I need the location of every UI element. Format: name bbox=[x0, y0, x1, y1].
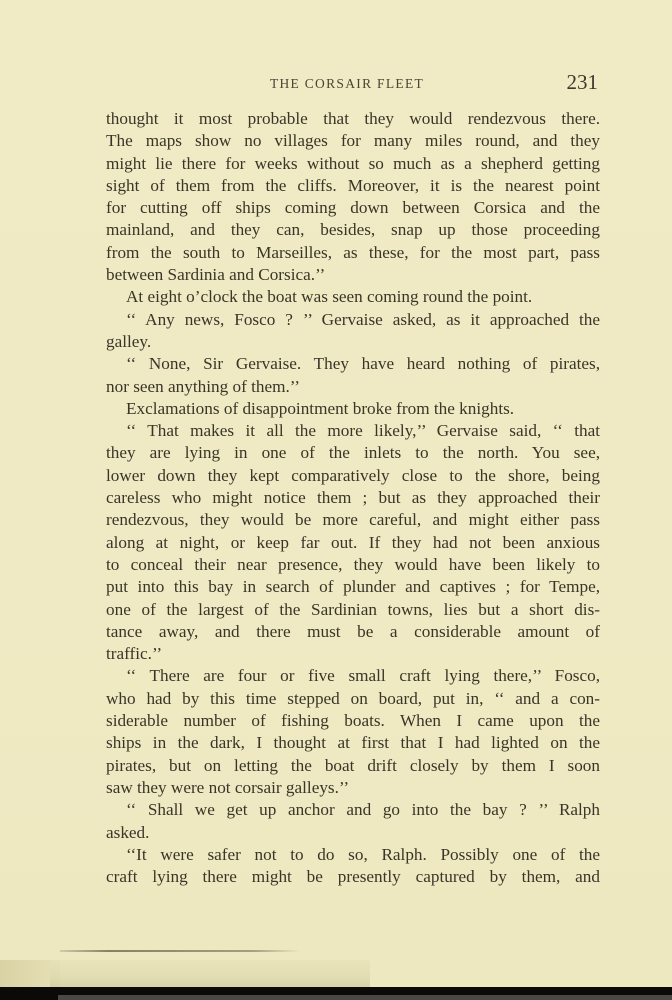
text-line: sight of them from the cliffs. Moreover, it is the nearest point bbox=[106, 175, 600, 195]
text-line: nor seen anything of them.’’ bbox=[106, 376, 300, 396]
text-line: for cutting off ships coming down between Corsica and the bbox=[106, 198, 600, 218]
text-line: ‘‘ None, Sir Gervaise. They have heard nothing of pirates, bbox=[126, 354, 600, 374]
text-line: ‘‘ Shall we get up anchor and go into the bay ? ’’ Ralph bbox=[126, 800, 600, 820]
text-line: asked. bbox=[106, 822, 150, 842]
page-header bbox=[106, 70, 598, 94]
text-line: might lie there for weeks without so much as a shepherd getting bbox=[106, 153, 600, 173]
text-line: thought it most probable that they would rendezvous there. bbox=[106, 109, 600, 128]
text-line: between Sardinia and Corsica.’’ bbox=[106, 265, 326, 285]
text-line: along at night, or keep far out. If they had not been anxious bbox=[106, 532, 600, 552]
text-line: ‘‘It were safer not to do so, Ralph. Possibly one of the bbox=[126, 844, 600, 864]
text-line: Exclamations of disappointment broke from the knights. bbox=[126, 398, 515, 418]
text-line: lower down they kept comparatively close to the shore, being bbox=[106, 465, 600, 485]
text-line: ‘‘ There are four or five small craft lying there,’’ Fosco, bbox=[126, 666, 600, 686]
text-line: saw they were not corsair galleys.’’ bbox=[106, 777, 350, 797]
text-line: siderable number of fishing boats. When I came upon the bbox=[106, 711, 600, 731]
text-line: craft lying there might be presently captured by them, and bbox=[106, 867, 600, 887]
text-line: put into this bay in search of plunder and captives ; for Tempe, bbox=[106, 577, 600, 597]
text-line: galley. bbox=[106, 331, 152, 351]
text-line: ‘‘ Any news, Fosco ? ’’ Gervaise asked, as it approached the bbox=[126, 309, 600, 329]
text-line: pirates, but on letting the boat drift closely by them I soon bbox=[106, 755, 600, 775]
text-line: they are lying in one of the inlets to the north. You see, bbox=[106, 443, 600, 463]
text-line: ‘‘ That makes it all the more likely,’’ Gervaise said, ‘‘ that bbox=[126, 421, 600, 441]
text-line: careless who might notice them ; but as they approached their bbox=[106, 488, 600, 508]
text-line: who had by this time stepped on board, put in, ‘‘ and a con- bbox=[106, 688, 600, 708]
body-text bbox=[106, 108, 600, 888]
page-bottom-edge bbox=[50, 960, 370, 988]
page-fold-line bbox=[60, 950, 300, 952]
text-line: At eight o’clock the boat was seen coming round the point. bbox=[126, 287, 533, 307]
text-line: traffic.’’ bbox=[106, 644, 163, 664]
running-head: THE CORSAIR FLEET bbox=[269, 76, 425, 91]
scan-bottom-border-inner bbox=[58, 995, 672, 1000]
text-line: The maps show no villages for many miles round, and they bbox=[106, 131, 600, 151]
text-line: tance away, and there must be a considerable amount of bbox=[106, 621, 600, 641]
text-line: ships in the dark, I thought at first that I had lighted on the bbox=[106, 733, 600, 753]
page-number: 231 bbox=[566, 70, 598, 94]
text-line: from the south to Marseilles, as these, for the most part, pass bbox=[106, 242, 600, 262]
text-line: one of the largest of the Sardinian towns, lies but a short dis- bbox=[106, 599, 600, 619]
text-line: rendezvous, they would be more careful, and might either pass bbox=[106, 510, 600, 530]
text-line: to conceal their near presence, they would have been likely to bbox=[106, 554, 600, 574]
text-line: mainland, and they can, besides, snap up those proceeding bbox=[106, 220, 600, 240]
